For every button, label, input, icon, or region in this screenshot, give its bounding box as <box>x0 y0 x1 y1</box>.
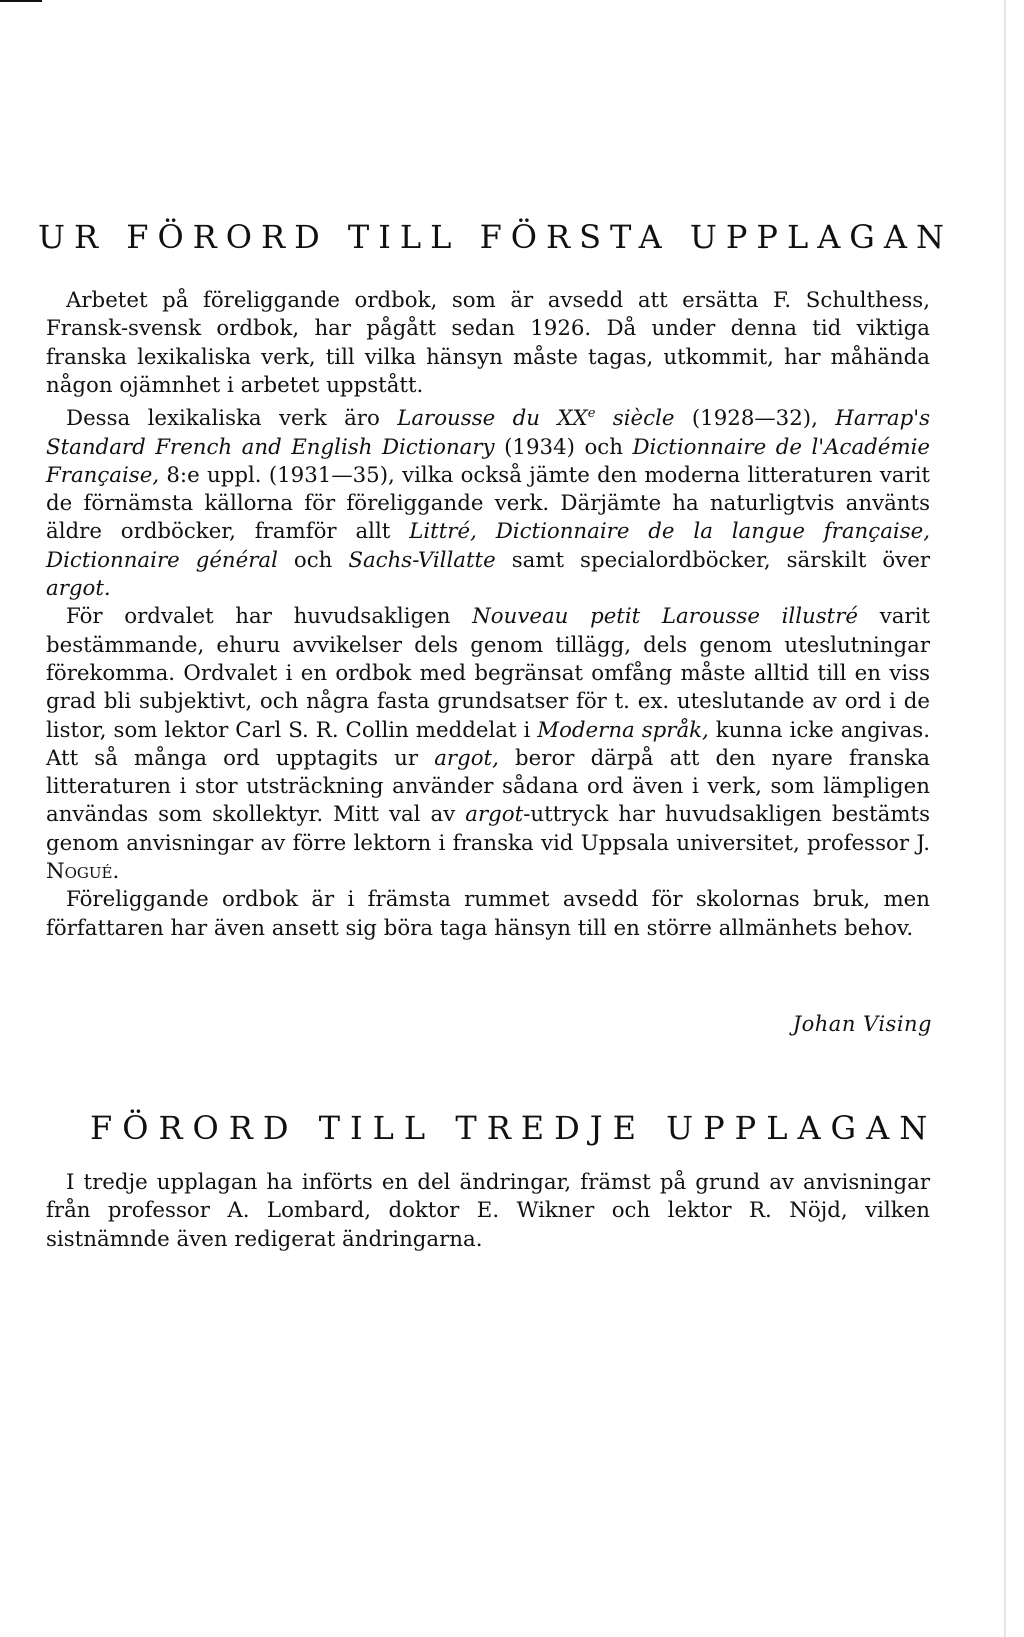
p3-word-argot-2: argot <box>465 802 524 828</box>
signature: Johan Vising <box>792 1012 932 1036</box>
paragraph-5: I tredje upplagan ha införts en del ändringar, främst på grund av anvisningar från professor A. Lombard, doktor E. Wikner och lektor R. Nöjd, vilken sistnämnde även redigerat ändringarna. <box>46 1170 930 1252</box>
p2-word-argot: argot. <box>46 576 111 602</box>
first-edition-body <box>46 287 930 943</box>
corner-mark <box>0 0 42 2</box>
p2-text-h: 8:e uppl. (1931—35), vilka också jämte den moderna litteraturen varit de förnämsta källorna för föreliggande verk. Därjämte ha naturligtvis använts äldre ordböcker, framför allt <box>46 462 930 545</box>
p3-text-g: beror därpå att den nyare franska litteraturen i stor utsträckning använder sådana ord även i verk, som lämpligen användas som skollektyr. Mitt val av <box>46 745 930 828</box>
paragraph-1: Arbetet på föreliggande ordbok, som är avsedd att ersätta F. Schulthess, Fransk-svensk ordbok, har pågått sedan 1926. Då under denna tid viktiga franska lexikaliska verk, till vilka hänsyn måste tagas, utkommit, har måhända någon ojämnhet i arbetet uppstått. <box>46 288 930 398</box>
p3-text-c: varit bestämmande, ehuru avvikelser dels genom tillägg, dels genom uteslutningar förekomma. Ordvalet i en ordbok med begränsat omfång måste alltid till en viss grad bli subjektivt, och några fasta grundsatser för t. ex. uteslutande av ord i de listor, som lektor Carl S. R. Collin meddelat i <box>46 604 930 743</box>
p2-title-siecle: siècle <box>595 406 675 432</box>
p2-text-a: Dessa lexikaliska verk äro <box>66 406 398 432</box>
p2-title-harrap: Harrap's Standard French and English Dictionary <box>46 406 930 460</box>
p2-text-f: (1934) och <box>494 434 633 460</box>
paragraph-3 <box>46 603 930 886</box>
p3-text-i: -uttryck har huvudsakligen bestämts genom anvisningar av förre lektorn i franska vid Uppsala universitet, professor J. <box>46 802 930 856</box>
p2-text-l: samt specialordböcker, särskilt över <box>495 547 930 573</box>
p3-name-nogue: Nogué <box>46 859 113 885</box>
p2-text-d: (1928—32), <box>674 406 836 432</box>
p2-title-larousse-text: Larousse du XX <box>397 406 588 432</box>
p2-titles-littre: Littré, Dictionnaire de la langue française, Dictionnaire général <box>46 519 930 573</box>
heading-first-edition-preface: UR FÖRORD TILL FÖRSTA UPPLAGAN <box>38 218 953 256</box>
p3-word-argot: argot, <box>434 745 499 771</box>
p3-text-e: kunna icke angivas. Att så många ord upptagits ur <box>46 717 931 771</box>
p2-superscript: e <box>587 406 596 422</box>
p3-title-moderna: Moderna språk, <box>537 717 709 743</box>
p3-text-k: . <box>112 859 120 885</box>
third-edition-body <box>46 1169 930 1254</box>
p2-title-academie: Dictionnaire de l'Académie Française, <box>46 434 930 488</box>
p2-title-sachs: Sachs-Villatte <box>348 547 496 573</box>
scan-edge <box>1004 0 1006 1637</box>
paragraph-4: Föreliggande ordbok är i främsta rummet avsedd för skolornas bruk, men författaren har även ansett sig böra taga hänsyn till en större allmänhets behov. <box>46 887 930 941</box>
heading-third-edition-preface: FÖRORD TILL TREDJE UPPLAGAN <box>90 1109 938 1147</box>
p2-text-j: och <box>277 547 349 573</box>
paragraph-2 <box>46 400 930 603</box>
p3-text-a: För ordvalet har huvudsakligen <box>66 604 473 630</box>
p2-title-larousse <box>397 406 674 431</box>
p3-title-nouveau: Nouveau petit Larousse illustré <box>472 604 859 630</box>
